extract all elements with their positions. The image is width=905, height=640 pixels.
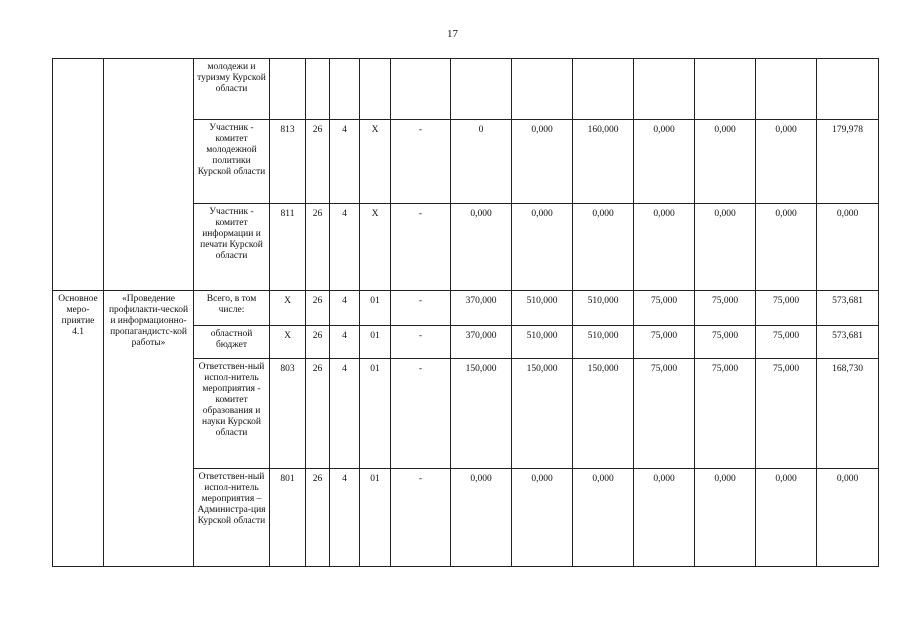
value-cell: 0,000 (512, 204, 573, 291)
grbs-cell: Х (270, 291, 306, 326)
rz-cell: 26 (306, 469, 330, 567)
budget-table (52, 58, 879, 567)
grbs-cell: 811 (270, 204, 306, 291)
value-cell: 0,000 (756, 120, 817, 204)
value-cell: 0,000 (634, 120, 695, 204)
value-cell: 573,681 (817, 326, 879, 359)
csr-cell: 01 (360, 291, 391, 326)
value-cell: 510,000 (573, 291, 634, 326)
value-cell: 0,000 (695, 469, 756, 567)
table-row (53, 291, 879, 326)
participant-cell: Всего, в том числе: (194, 291, 270, 326)
value-cell (817, 59, 879, 120)
csr-cell: 01 (360, 326, 391, 359)
pr-cell (330, 59, 360, 120)
value-cell: 0,000 (695, 204, 756, 291)
grbs-cell: Х (270, 326, 306, 359)
grbs-cell: 813 (270, 120, 306, 204)
csr-cell (360, 59, 391, 120)
rz-cell: 26 (306, 120, 330, 204)
rz-cell: 26 (306, 359, 330, 469)
participant-cell: Ответствен-ный испол-нитель мероприятия – Администра-ция Курской области (194, 469, 270, 567)
value-cell: 0,000 (451, 204, 512, 291)
value-cell: 75,000 (756, 326, 817, 359)
vr-cell: - (391, 326, 451, 359)
csr-cell: Х (360, 204, 391, 291)
value-cell: 0,000 (512, 469, 573, 567)
value-cell (634, 59, 695, 120)
value-cell: 510,000 (573, 326, 634, 359)
value-cell (573, 59, 634, 120)
vr-cell (391, 59, 451, 120)
page-number: 17 (447, 28, 458, 40)
value-cell: 150,000 (451, 359, 512, 469)
grbs-cell: 803 (270, 359, 306, 469)
grbs-cell: 801 (270, 469, 306, 567)
value-cell: 75,000 (634, 326, 695, 359)
program-name-cell (104, 59, 194, 291)
value-cell: 150,000 (573, 359, 634, 469)
pr-cell: 4 (330, 291, 360, 326)
value-cell: 75,000 (695, 359, 756, 469)
pr-cell: 4 (330, 359, 360, 469)
value-cell: 0,000 (512, 120, 573, 204)
vr-cell: - (391, 469, 451, 567)
participant-cell: Участник - комитет молодежной политики Курской области (194, 120, 270, 204)
value-cell: 168,730 (817, 359, 879, 469)
value-cell: 0,000 (573, 204, 634, 291)
value-cell: 0,000 (634, 204, 695, 291)
value-cell: 0,000 (756, 469, 817, 567)
value-cell: 150,000 (512, 359, 573, 469)
vr-cell: - (391, 204, 451, 291)
value-cell: 0,000 (634, 469, 695, 567)
value-cell: 573,681 (817, 291, 879, 326)
value-cell: 75,000 (695, 326, 756, 359)
value-cell: 0,000 (573, 469, 634, 567)
value-cell (451, 59, 512, 120)
value-cell: 75,000 (634, 359, 695, 469)
participant-cell: Ответствен-ный испол-нитель мероприятия - комитет образования и науки Курской области (194, 359, 270, 469)
value-cell: 0 (451, 120, 512, 204)
value-cell: 179,978 (817, 120, 879, 204)
value-cell (695, 59, 756, 120)
rz-cell: 26 (306, 291, 330, 326)
value-cell: 0,000 (817, 204, 879, 291)
table-row (53, 59, 879, 120)
value-cell: 75,000 (756, 291, 817, 326)
vr-cell: - (391, 359, 451, 469)
pr-cell: 4 (330, 469, 360, 567)
csr-cell: 01 (360, 359, 391, 469)
value-cell: 370,000 (451, 291, 512, 326)
value-cell (512, 59, 573, 120)
pr-cell: 4 (330, 204, 360, 291)
status-cell (53, 59, 104, 291)
value-cell: 370,000 (451, 326, 512, 359)
activity-status-cell: Основное меро-приятие 4.1 (53, 291, 104, 567)
vr-cell: - (391, 120, 451, 204)
value-cell: 510,000 (512, 326, 573, 359)
value-cell: 75,000 (756, 359, 817, 469)
csr-cell: Х (360, 120, 391, 204)
csr-cell: 01 (360, 469, 391, 567)
value-cell: 0,000 (817, 469, 879, 567)
value-cell: 75,000 (695, 291, 756, 326)
value-cell: 510,000 (512, 291, 573, 326)
rz-cell: 26 (306, 204, 330, 291)
pr-cell: 4 (330, 120, 360, 204)
value-cell: 0,000 (451, 469, 512, 567)
value-cell: 160,000 (573, 120, 634, 204)
value-cell: 0,000 (756, 204, 817, 291)
pr-cell: 4 (330, 326, 360, 359)
activity-name-cell: «Проведение профилакти-ческой и информационно-пропагандистс-кой работы» (104, 291, 194, 567)
value-cell: 0,000 (695, 120, 756, 204)
vr-cell: - (391, 291, 451, 326)
participant-cell: областной бюджет (194, 326, 270, 359)
participant-cell: Участник - комитет информации и печати Курской области (194, 204, 270, 291)
rz-cell: 26 (306, 326, 330, 359)
participant-cell: молодежи и туризму Курской области (194, 59, 270, 120)
value-cell: 75,000 (634, 291, 695, 326)
value-cell (756, 59, 817, 120)
rz-cell (306, 59, 330, 120)
grbs-cell (270, 59, 306, 120)
